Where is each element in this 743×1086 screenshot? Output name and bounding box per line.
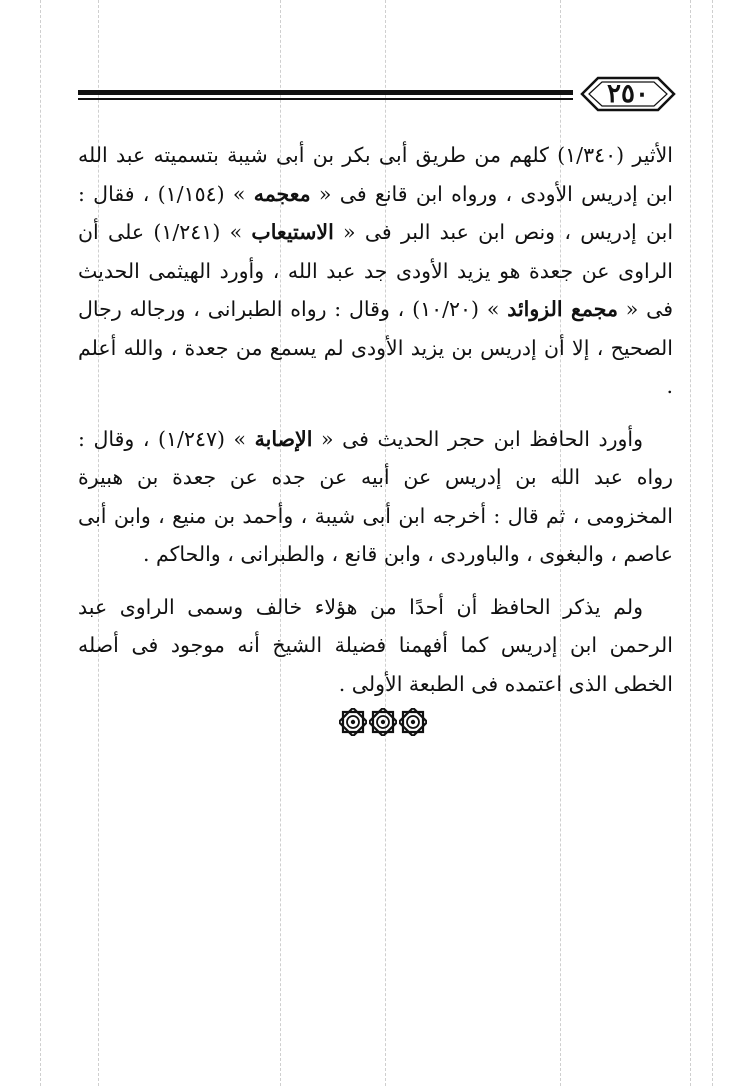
page-body (78, 136, 673, 703)
rosette-ornament-icon (399, 708, 427, 736)
paragraph-1 (78, 136, 673, 406)
scan-guide-line (712, 0, 713, 1086)
paragraph-text: ولم يذكر الحافظ أن أحدًا من هؤلاء خالف وسمى الراوى عبد الرحمن ابن إدريس كما أفهمنا فضيلة الشيخ أنه موجود فى أصله الخطى الذى اعتمده فى الطبعة الأولى . (78, 594, 673, 696)
header-rule-thin (78, 98, 573, 100)
page-number-badge (578, 74, 678, 114)
paragraph-text: » (١/٢٤٧) ، وقال : رواه عبد الله بن إدريس عن أبيه عن جده عن جعدة بن هبيرة المخزومى ، ثم قال : أخرجه ابن أبى شيبة ، وأحمد بن منيع ، وابن أبى عاصم ، والبغوى ، والباوردى ، وابن قانع ، والطبرانى ، والحاكم . (78, 426, 673, 566)
book-title-isabah: الإصابة (254, 426, 313, 451)
paragraph-text: » (١٠/٢٠) ، وقال : رواه الطبرانى ، ورجاله رجال الصحيح ، إلا أن إدريس بن يزيد الأودى لم يسمع من جعدة ، والله أعلم . (78, 297, 673, 398)
page-number: ٢٥٠ (607, 79, 649, 109)
paragraph-text: الأثير (١/٣٤٠) كلهم من طريق أبى بكر بن أبى شيبة بتسميته عبد الله ابن إدريس الأودى ، ورواه ابن قانع فى « (78, 143, 673, 206)
header-rule-thick (78, 90, 573, 95)
rosette-ornament-icon (339, 708, 367, 736)
book-title-majma-zawaid: مجمع الزوائد (507, 297, 618, 321)
section-end-ornament (339, 708, 429, 736)
scan-guide-line (690, 0, 691, 1086)
paragraph-text: » (١/١٥٤) ، فقال : ابن إدريس ، ونص ابن عبد البر فى « (78, 181, 674, 244)
page-header (78, 74, 678, 114)
scan-guide-line (40, 0, 41, 1086)
paragraph-text: وأورد الحافظ ابن حجر الحديث فى « (312, 426, 643, 451)
paragraph-text: » (١/٢٤١) على أن الراوى عن جعدة هو يزيد الأودى جد عبد الله ، وأورد الهيثمى الحديث فى « (78, 220, 673, 321)
book-title-istiab: الاستيعاب (251, 220, 334, 244)
book-title-mujam: معجمه (253, 181, 311, 206)
rosette-ornament-icon (369, 708, 397, 736)
paragraph-2 (78, 420, 673, 574)
paragraph-3 (78, 588, 673, 704)
